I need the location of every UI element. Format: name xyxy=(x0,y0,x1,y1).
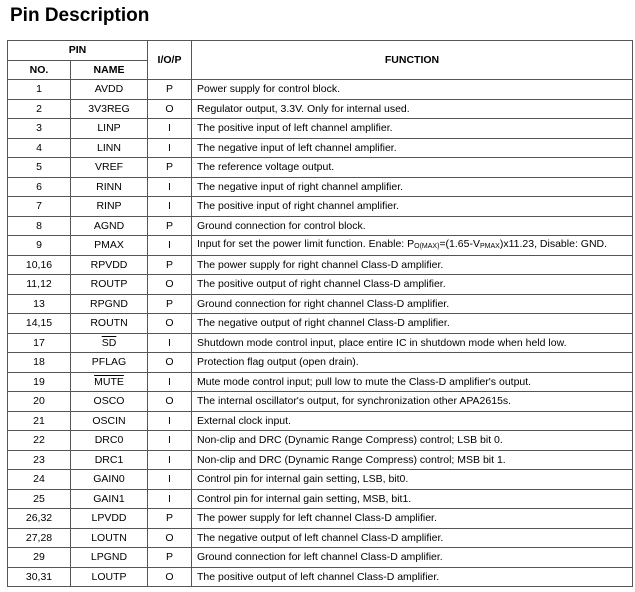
pin-function: The positive input of right channel amplifier. xyxy=(192,197,633,217)
pin-name: GAIN0 xyxy=(71,470,148,490)
pin-number: 21 xyxy=(8,411,71,431)
pin-name: OSCO xyxy=(71,392,148,412)
pin-function: Protection flag output (open drain). xyxy=(192,353,633,373)
pin-function: The negative output of left channel Class-D amplifier. xyxy=(192,528,633,548)
pin-type: I xyxy=(148,450,192,470)
header-pin: PIN xyxy=(8,41,148,61)
pin-function: Ground connection for control block. xyxy=(192,216,633,236)
header-row-1 xyxy=(8,41,633,61)
pin-type: P xyxy=(148,216,192,236)
pin-type: O xyxy=(148,353,192,373)
pin-type: O xyxy=(148,99,192,119)
pin-type: I xyxy=(148,411,192,431)
pin-name: LPGND xyxy=(71,548,148,568)
pin-name: VREF xyxy=(71,158,148,178)
pin-number: 5 xyxy=(8,158,71,178)
table-row xyxy=(8,216,633,236)
pin-function: Non-clip and DRC (Dynamic Range Compress) control; MSB bit 1. xyxy=(192,450,633,470)
table-row xyxy=(8,372,633,392)
pin-number: 4 xyxy=(8,138,71,158)
pin-name: LOUTN xyxy=(71,528,148,548)
pin-number: 2 xyxy=(8,99,71,119)
pin-number: 19 xyxy=(8,372,71,392)
pin-type: O xyxy=(148,275,192,295)
pin-name: 3V3REG xyxy=(71,99,148,119)
pin-function: The negative output of right channel Class-D amplifier. xyxy=(192,314,633,334)
pin-name: AGND xyxy=(71,216,148,236)
page-title: Pin Description xyxy=(10,5,150,26)
pin-type: I xyxy=(148,138,192,158)
pin-name: LOUTP xyxy=(71,567,148,587)
pin-name: DRC0 xyxy=(71,431,148,451)
pin-number: 25 xyxy=(8,489,71,509)
pin-type: I xyxy=(148,236,192,256)
pin-type: O xyxy=(148,392,192,412)
table-row xyxy=(8,353,633,373)
pin-number: 13 xyxy=(8,294,71,314)
pin-type: I xyxy=(148,177,192,197)
pin-number: 27,28 xyxy=(8,528,71,548)
pin-type: I xyxy=(148,333,192,353)
table-row xyxy=(8,275,633,295)
pin-number: 6 xyxy=(8,177,71,197)
table-row xyxy=(8,450,633,470)
pin-name: LINN xyxy=(71,138,148,158)
pin-number: 10,16 xyxy=(8,255,71,275)
table-row xyxy=(8,509,633,529)
pin-function xyxy=(192,236,633,256)
pin-name: OSCIN xyxy=(71,411,148,431)
pin-function: The positive output of right channel Class-D amplifier. xyxy=(192,275,633,295)
pin-type: O xyxy=(148,528,192,548)
pin-function: Control pin for internal gain setting, LSB, bit0. xyxy=(192,470,633,490)
table-row xyxy=(8,294,633,314)
pin-type: P xyxy=(148,255,192,275)
pin-function: The negative input of left channel amplifier. xyxy=(192,138,633,158)
pin-number: 24 xyxy=(8,470,71,490)
pin-number: 1 xyxy=(8,80,71,100)
pin-number: 8 xyxy=(8,216,71,236)
pin-type: P xyxy=(148,158,192,178)
pin-number: 3 xyxy=(8,119,71,139)
pin-number: 9 xyxy=(8,236,71,256)
pin-function: Regulator output, 3.3V. Only for internal used. xyxy=(192,99,633,119)
pin-name xyxy=(71,372,148,392)
table-row xyxy=(8,119,633,139)
pin-function: The negative input of right channel amplifier. xyxy=(192,177,633,197)
pin-type: P xyxy=(148,80,192,100)
table-row xyxy=(8,314,633,334)
pin-name: AVDD xyxy=(71,80,148,100)
pin-name: PFLAG xyxy=(71,353,148,373)
pin-function: Control pin for internal gain setting, MSB, bit1. xyxy=(192,489,633,509)
function-text: =(1.65-V xyxy=(439,237,480,250)
pin-name: ROUTN xyxy=(71,314,148,334)
pin-name: LPVDD xyxy=(71,509,148,529)
pin-number: 18 xyxy=(8,353,71,373)
pin-number: 11,12 xyxy=(8,275,71,295)
pin-name: RPGND xyxy=(71,294,148,314)
table-row xyxy=(8,333,633,353)
pin-function: Shutdown mode control input, place entire IC in shutdown mode when held low. xyxy=(192,333,633,353)
pin-name-active-low: MUTE xyxy=(94,375,124,388)
table-row xyxy=(8,411,633,431)
pin-name: DRC1 xyxy=(71,450,148,470)
pin-table-header xyxy=(8,41,633,80)
table-row xyxy=(8,138,633,158)
pin-number: 23 xyxy=(8,450,71,470)
pin-function: The positive input of left channel amplifier. xyxy=(192,119,633,139)
table-row xyxy=(8,236,633,256)
table-row xyxy=(8,528,633,548)
function-text: )x11.23, Disable: GND. xyxy=(499,237,608,250)
table-row xyxy=(8,470,633,490)
pin-type: I xyxy=(148,197,192,217)
header-no: NO. xyxy=(8,60,71,80)
pin-name: GAIN1 xyxy=(71,489,148,509)
pin-type: I xyxy=(148,372,192,392)
header-name: NAME xyxy=(71,60,148,80)
pin-function: The power supply for left channel Class-D amplifier. xyxy=(192,509,633,529)
table-row xyxy=(8,158,633,178)
pin-function: Ground connection for right channel Class-D amplifier. xyxy=(192,294,633,314)
pin-number: 7 xyxy=(8,197,71,217)
pin-type: I xyxy=(148,119,192,139)
pin-table-body xyxy=(8,80,633,587)
table-row xyxy=(8,431,633,451)
pin-number: 30,31 xyxy=(8,567,71,587)
table-row xyxy=(8,567,633,587)
pin-function: Mute mode control input; pull low to mute the Class-D amplifier's output. xyxy=(192,372,633,392)
pin-function: The internal oscillator's output, for synchronization other APA2615s. xyxy=(192,392,633,412)
pin-function: The positive output of left channel Class-D amplifier. xyxy=(192,567,633,587)
pin-number: 17 xyxy=(8,333,71,353)
table-row xyxy=(8,392,633,412)
table-row xyxy=(8,80,633,100)
pin-name: RINN xyxy=(71,177,148,197)
table-row xyxy=(8,255,633,275)
table-row xyxy=(8,177,633,197)
pin-name-active-low: $\overline{SD}$ xyxy=(101,336,117,349)
pin-type: P xyxy=(148,509,192,529)
pin-name: RINP xyxy=(71,197,148,217)
pin-number: 14,15 xyxy=(8,314,71,334)
pin-type: I xyxy=(148,489,192,509)
pin-number: 22 xyxy=(8,431,71,451)
pin-name: RPVDD xyxy=(71,255,148,275)
function-text: Input for set the power limit function. Enable: P xyxy=(197,237,415,250)
pin-name xyxy=(71,333,148,353)
pin-function: Ground connection for left channel Class-D amplifier. xyxy=(192,548,633,568)
pin-number: 29 xyxy=(8,548,71,568)
pin-type: P xyxy=(148,548,192,568)
pin-number: 20 xyxy=(8,392,71,412)
pin-type: O xyxy=(148,314,192,334)
header-function: FUNCTION xyxy=(192,41,633,80)
pin-name: LINP xyxy=(71,119,148,139)
header-iop: I/O/P xyxy=(148,41,192,80)
pin-number: 26,32 xyxy=(8,509,71,529)
function-subscript: PMAX xyxy=(480,242,500,250)
pin-type: O xyxy=(148,567,192,587)
pin-function: The power supply for right channel Class-D amplifier. xyxy=(192,255,633,275)
pin-function: External clock input. xyxy=(192,411,633,431)
table-row xyxy=(8,489,633,509)
function-subscript: O(MAX) xyxy=(414,242,440,250)
pin-function: Power supply for control block. xyxy=(192,80,633,100)
pin-type: I xyxy=(148,470,192,490)
table-row xyxy=(8,548,633,568)
pin-table xyxy=(7,40,633,587)
table-row xyxy=(8,99,633,119)
pin-name: PMAX xyxy=(71,236,148,256)
pin-name: ROUTP xyxy=(71,275,148,295)
pin-function: The reference voltage output. xyxy=(192,158,633,178)
pin-type: P xyxy=(148,294,192,314)
table-row xyxy=(8,197,633,217)
pin-function: Non-clip and DRC (Dynamic Range Compress) control; LSB bit 0. xyxy=(192,431,633,451)
pin-type: I xyxy=(148,431,192,451)
